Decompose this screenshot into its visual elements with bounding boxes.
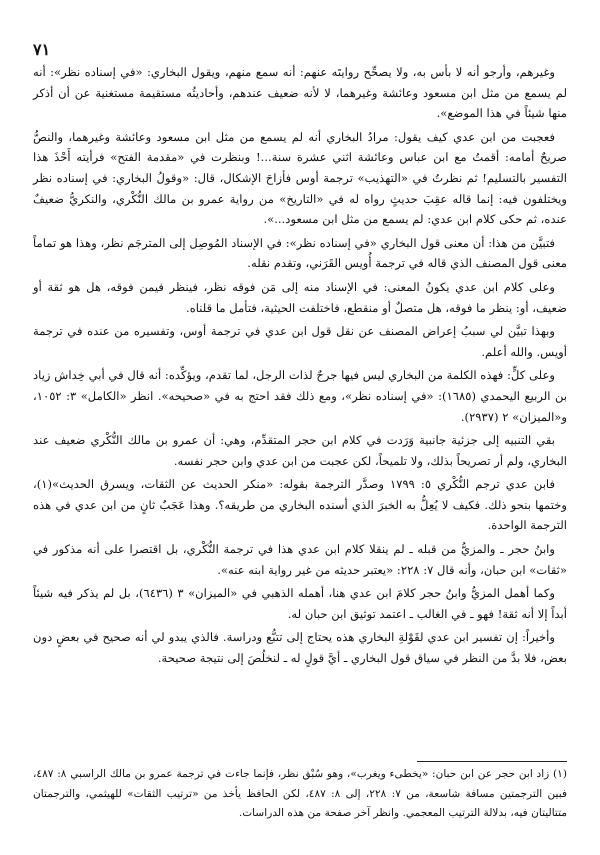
paragraph: وبهذا تبيَّن لي سببُ إعراض المصنف عن نقل قول ابن عدي في ترجمة أوس، وتفسيره من عنده في ترجمة أويس. والله أعلم. xyxy=(33,324,567,359)
paragraph: وغيرهم، وأرجو أنه لا بأس به، ولا يصحِّح روايتَه عنهم: أنه سمع منهم، ويقول البخاري: «في إسناده نظر»: أنه لم يسمع من مثل ابن مسعود وعائشة وغيرهما، لا لأنه ضعيف عندهم، وأحاديثُه مستقيمة مستغنية عن أن أذكر منها شيئاً في هذا الموضع». xyxy=(33,65,567,121)
main-text xyxy=(33,62,567,672)
paragraph: وابنُ حجر ـ والمزيُّ من قبله ـ لم ينقلا كلام ابن عدي هذا في ترجمة النُّكْري، بل اقتصرا على أنه مذكور في «ثقات» ابن حبان، وأنه قال ٧: ٢٢٨: «يعتبر حديثه من غير رواية ابنه عنه». xyxy=(33,542,567,577)
footnote: (١) زاد ابن حجر عن ابن حبان: «يخطىء ويغرب»، وهو سُبْق نظر، فإنما جاءت في ترجمة عمرو بن مالك الراسبي ٨: ٤٨٧، فبين الترجمتين مسافة شاسعة، من ٧: ٢٢٨، إلى ٨: ٤٨٧، لكن الحافظ يأخذ من «ترتيب الثقات» للهيثمي، والترجمتان متتاليتان فيه، بدلالة الترتيب المعجمي. وانظر آخر صفحة من هذه الدراسات. xyxy=(33,768,568,820)
paragraph: فابن عدي ترجم النُّكْري ٥: ١٧٩٩ وصدَّر الترجمة بقوله: «منكر الحديث عن الثقات، ويسرق الحديث»(١)، وختمها بنحو ذلك. فكيف لا يُعِلُّ به الخبرَ الذي أسنده البخاري من طريقه؟. وهذا عَجَبٌ ثانٍ من ابن عدي في هذه الترجمة الواحدة. xyxy=(33,477,567,533)
footnote-separator xyxy=(417,761,567,762)
paragraph: فتبيَّن من هذا: أن معنى قول البخاري «في إسناده نظر»: في الإسناد المُوصِل إلى المترجَم نظر، وهذا هو تماماً معنى قول المصنف الذي قاله في ترجمة أُويس القَرَني، وتقدم نقله. xyxy=(33,235,567,271)
paragraph: فعجبت من ابن عدي كيف يقول: مرادُ البخاري أنه لم يسمع من مثل ابن مسعود وعائشة وغيرهما، والنصُّ صريحٌ أمامه: أقمتُ مع ابن عباس وعائشة اثني عشرة سنة...! وبنظرت في «مقدمة الفتح» فرأيته أَحْذَ هذا التفسير بالتسليم! ثم نظرتُ في «التهذيب» ترجمة أوس فأزاحَ الإشكال، قال: «وقولُ البخاري: في إسناده نظر ويختلفون فيه: إنما قاله عقِبَ حديثٍ رواه له في «التاريخ» من رواية عمرو بن مالك النُّكْري، والنكريُّ ضعيفٌ عنده، ثم حكى كلام ابن عدي: لم يسمع من مثل ابن مسعود...». xyxy=(33,129,567,227)
paragraph: وكما أهمل المزيُّ وابنُ حجر كلامَ ابن عدي هنا، أهمله الذهبي في «الميزان» ٣ (٦٤٣٦)، بل لم يذكر فيه شيئاً أبداً إلا أنه ثقة! فهو ـ في الغالب ـ اعتمد توثيق ابن حبان له. xyxy=(33,586,567,621)
paragraph: وأخيراً: إن تفسير ابن عدي لقَوْلةِ البخاري هذه يحتاج إلى تتبُّع ودراسة. فالذي يبدو لي أنه صحيح في بعضٍ دون بعض، فلا بدَّ من النظر في سياق قول البخاري ـ أيَّ قولٍ له ـ لنخلُصَ إلى نتيجة صحيحة. xyxy=(33,630,567,666)
paragraph: وعلى كلام ابن عدي يكونُ المعنى: في الإسناد منه إلى مَن فوقه نظر، فينظر فيمن فوقه، هل هو ثقة أو ضعيف، أو: ينظر ما فوقه، هل متصلٌ أو منقطع، فاختلفت الحيثية، فتأمل ما قلناه. xyxy=(33,279,567,315)
paragraph: بقي التنبيه إلى جزئية جانبية وَرَدت في كلام ابن حجر المتقدِّم، وهي: أن عمرو بن مالك النُّكْري ضعيف عند البخاري، ولم أر تصريحاً بذلك، ولا تلميحاً، لكن عجبت من ابن عدي وابن حجر نفسه. xyxy=(33,433,567,468)
paragraph: وعلى كلٍّ: فهذه الكلمة من البخاري ليس فيها جرحٌ لذات الرجل، لما تقدم، ويؤكِّده: أنه قال في أبي خِداش زياد بن الربيع اليحمدي (١٦٨٥): «في إسناده نظر»، ومع ذلك فقد احتج به في «صحيحه». انظر «الكامل» ٣: ١٠٥٢، و«الميزان» ٢ (٢٩٣٧). xyxy=(33,368,568,424)
page-number: ٧١ xyxy=(33,40,51,59)
